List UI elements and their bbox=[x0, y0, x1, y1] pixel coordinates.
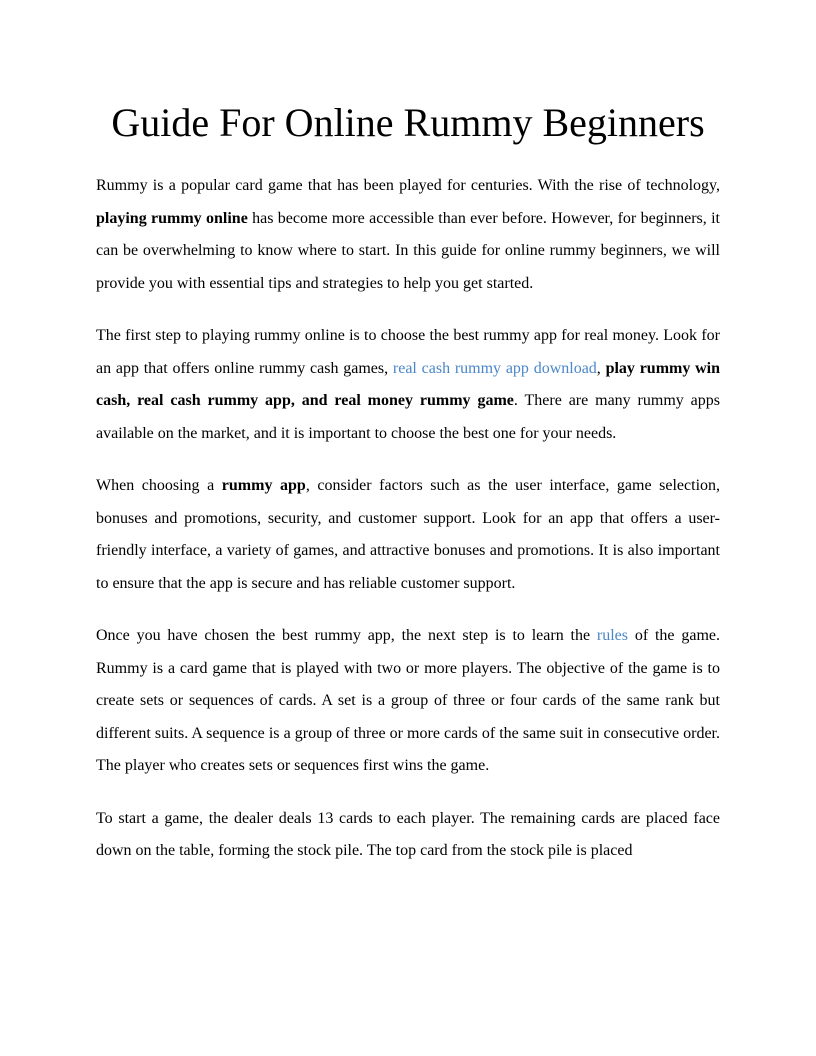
start-game-text-1: To start a game, the dealer deals 13 cards to each player. The remaining cards are placed face down on the table, forming the stock pile. The top card from the stock pile is placed bbox=[96, 809, 720, 859]
rules-text-1: Once you have chosen the best rummy app, the next step is to learn the bbox=[96, 627, 597, 644]
paragraph-start-game bbox=[96, 803, 720, 868]
choose-app-text-2: , bbox=[596, 359, 606, 377]
document-title: Guide For Online Rummy Beginners bbox=[111, 100, 705, 145]
document-page bbox=[96, 96, 720, 888]
paragraph-factors bbox=[96, 470, 720, 600]
choose-app-text-3: . There are many rummy apps available on the market, and it is important to choose the best one for your needs. bbox=[96, 392, 721, 442]
paragraph-choose-app bbox=[96, 320, 720, 450]
paragraph-rules bbox=[96, 620, 720, 783]
factors-text-1: When choosing a bbox=[96, 477, 222, 494]
factors-text-2: , consider factors such as the user interface, game selection, bonuses and promotions, security, and customer support. Look for an app that offers a user-friendly interface, a variety of games, and attractive bonuses and promotions. It is also important to ensure that the app is secure and has reliable customer support. bbox=[96, 477, 721, 592]
bold-phrase-keywords: play rummy win cash, real cash rummy app, and real money rummy game bbox=[96, 359, 721, 409]
choose-app-text-1: The first step to playing rummy online is to choose the best rummy app for real money. Look for an app that offers online rummy cash games, bbox=[96, 327, 720, 377]
bold-phrase-playing-rummy-online: playing rummy online bbox=[96, 209, 248, 227]
bold-phrase-rummy-app: rummy app bbox=[221, 477, 306, 494]
paragraph-intro bbox=[96, 170, 720, 300]
link-real-cash-rummy-app-download[interactable]: real cash rummy app download bbox=[392, 359, 597, 377]
rules-text-2: of the game. Rummy is a card game that is played with two or more players. The objective of the game is to create sets or sequences of cards. A set is a group of three or four cards of the same rank but different suits. A sequence is a group of three or more cards of the same suit in consecutive order. The player who creates sets or sequences first wins the game. bbox=[96, 627, 720, 774]
link-rules[interactable]: rules bbox=[596, 627, 628, 644]
intro-text-1: Rummy is a popular card game that has been played for centuries. With the rise of technology, bbox=[96, 177, 720, 194]
intro-text-2: has become more accessible than ever before. However, for beginners, it can be overwhelming to know where to start. In this guide for online rummy beginners, we will provide you with essential tips and strategies to help you get started. bbox=[96, 209, 720, 292]
